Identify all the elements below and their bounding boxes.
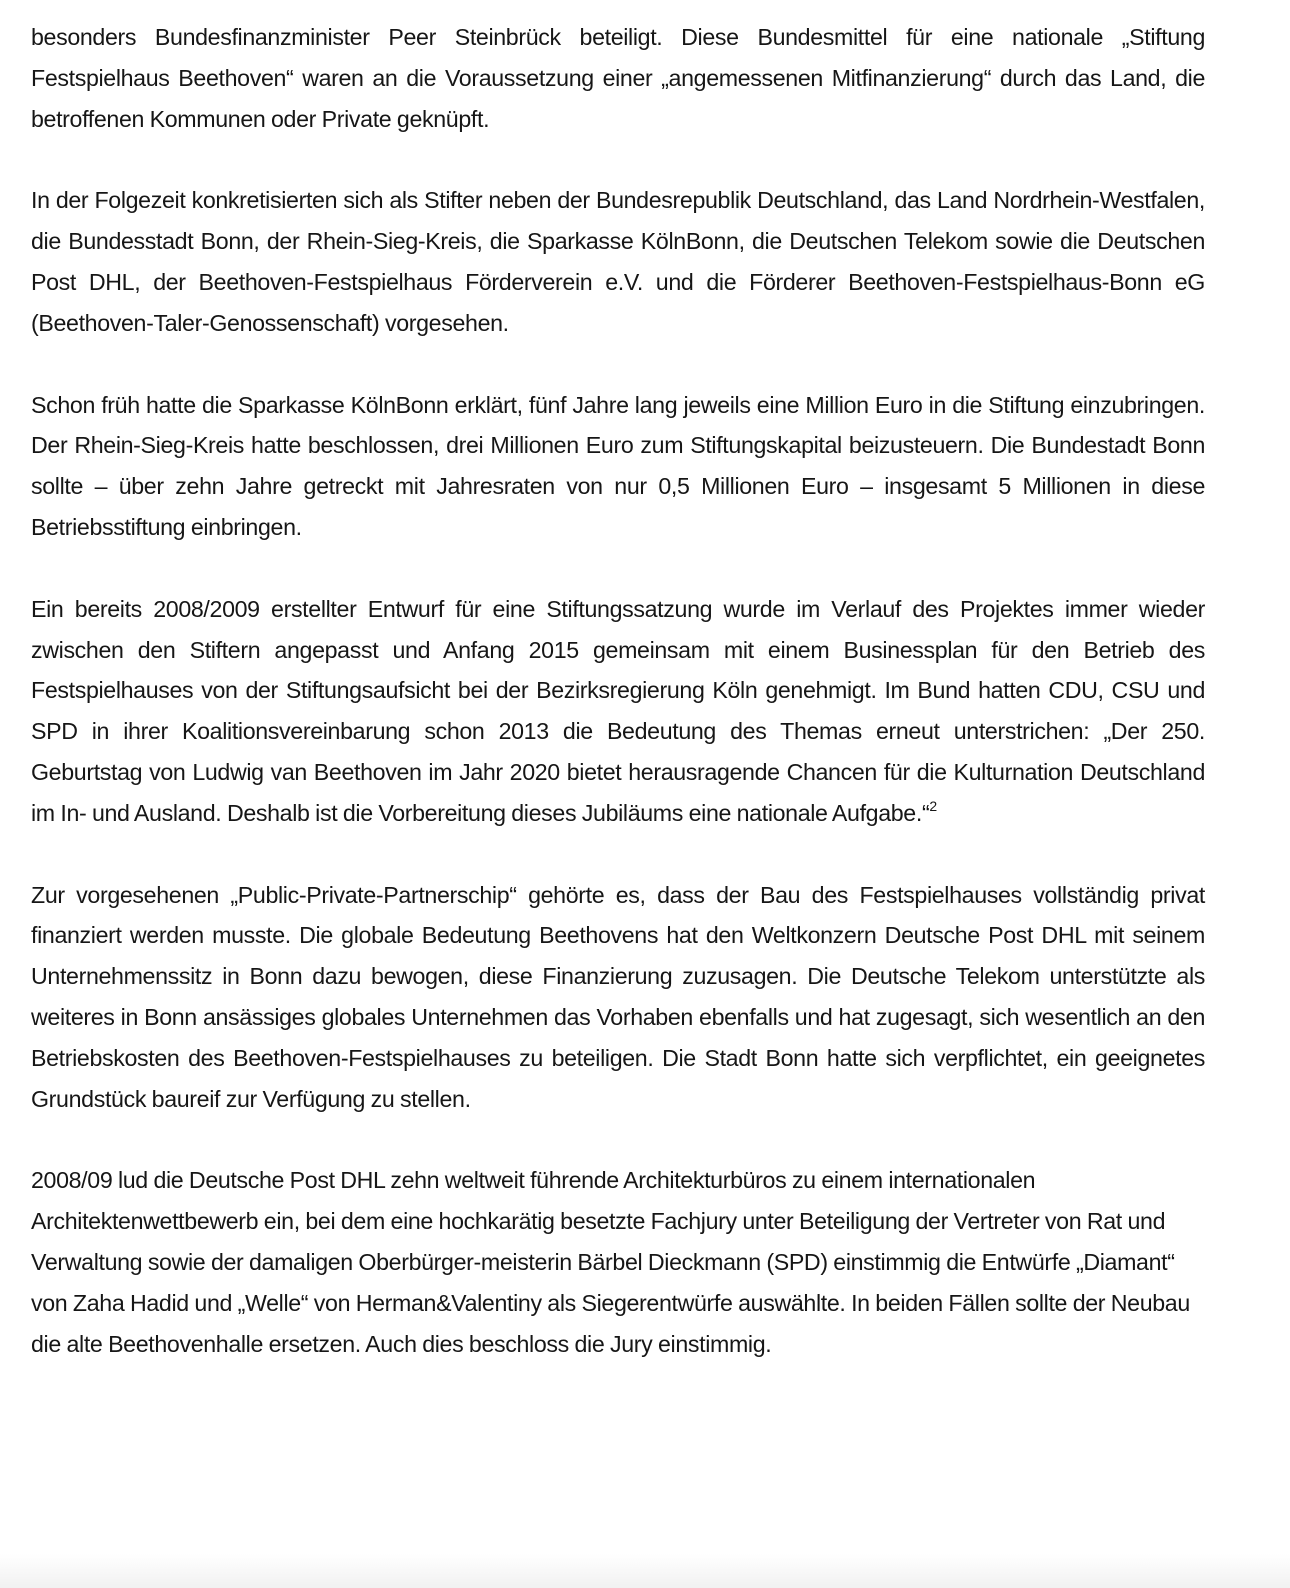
article-body: [31, 17, 1205, 1405]
paragraph-text: Ein bereits 2008/2009 erstellter Entwurf für eine Stiftungssatzung wurde im Verlauf des Projektes immer wieder zwischen den Stiftern angepasst und Anfang 2015 gemeinsam mit einem Businessplan für den Betrieb des Festspielhauses von der Stiftungsaufsicht bei der Bezirksregierung Köln genehmigt. Im Bund hatten CDU, CSU und SPD in ihrer Koalitionsvereinbarung schon 2013 die Bedeutung des Themas erneut unterstrichen: „Der 250. Geburtstag von Ludwig van Beethoven im Jahr 2020 bietet herausragende Chancen für die Kulturnation Deutschland im In- und Ausland. Deshalb ist die Vorbereitung dieses Jubiläums eine nationale Aufgabe.“: [31, 595, 1205, 826]
paragraph-contributions: [31, 385, 1205, 548]
paragraph-text: 2008/09 lud die Deutsche Post DHL zehn weltweit führende Architekturbüros zu einem internationalen Architektenwettbewerb ein, bei dem eine hochkarätig besetzte Fachjury unter Beteiligung der Vertreter von Rat und Verwaltung sowie der damaligen Oberbürger-meisterin Bärbel Dieckmann (SPD) einstimmig die Entwürfe „Diamant“ von Zaha Hadid und „Welle“ von Herman&Valentiny als Siegerentwürfe auswählte. In beiden Fällen sollte der Neubau die alte Beethovenhalle ersetzen. Auch dies beschloss die Jury einstimmig.: [31, 1167, 1190, 1357]
paragraph-architecture-competition: [31, 1160, 1205, 1364]
paragraph-text: Schon früh hatte die Sparkasse KölnBonn erklärt, fünf Jahre lang jeweils eine Million Euro in die Stiftung einzubringen. Der Rhein-Sieg-Kreis hatte beschlossen, drei Millionen Euro zum Stiftungskapital beizusteuern. Die Bundestadt Bonn sollte – über zehn Jahre getreckt mit Jahresraten von nur 0,5 Millionen Euro – insgesamt 5 Millionen in diese Betriebsstiftung einbringen.: [31, 391, 1205, 540]
paragraph-public-private-partnership: [31, 875, 1205, 1120]
paragraph-text: In der Folgezeit konkretisierten sich als Stifter neben der Bundesrepublik Deutschland, das Land Nordrhein-Westfalen, die Bundesstadt Bonn, der Rhein-Sieg-Kreis, die Sparkasse KölnBonn, die Deutschen Telekom sowie die Deutschen Post DHL, der Beethoven-Festspielhaus Förderverein e.V. und die Förderer Beethoven-Festspielhaus-Bonn eG (Beethoven-Taler-Genossenschaft) vorgesehen.: [31, 187, 1205, 336]
paragraph-foundation-statute: [31, 589, 1205, 834]
footnote-marker[interactable]: 2: [929, 797, 937, 814]
paragraph-federal-funding: [31, 17, 1205, 139]
paragraph-text: besonders Bundesfinanzminister Peer Steinbrück beteiligt. Diese Bundesmittel für eine nationale „Stiftung Festspielhaus Beethoven“ waren an die Voraussetzung einer „angemessenen Mitfinanzierung“ durch das Land, die betroffenen Kommunen oder Private geknüpft.: [31, 24, 1205, 132]
paragraph-text: Zur vorgesehenen „Public-Private-Partnerschip“ gehörte es, dass der Bau des Festspielhauses vollständig privat finanziert werden musste. Die globale Bedeutung Beethovens hat den Weltkonzern Deutsche Post DHL mit seinem Unternehmenssitz in Bonn dazu bewogen, diese Finanzierung zuzusagen. Die Deutsche Telekom unterstützte als weiteres in Bonn ansässiges globales Unternehmen das Vorhaben ebenfalls und hat zugesagt, sich wesentlich an den Betriebskosten des Beethoven-Festspielhauses zu beteiligen. Die Stadt Bonn hatte sich verpflichtet, ein geeignetes Grundstück baureif zur Verfügung zu stellen.: [31, 881, 1205, 1112]
page-bottom-shade: [0, 1554, 1290, 1588]
paragraph-founders: [31, 180, 1205, 343]
